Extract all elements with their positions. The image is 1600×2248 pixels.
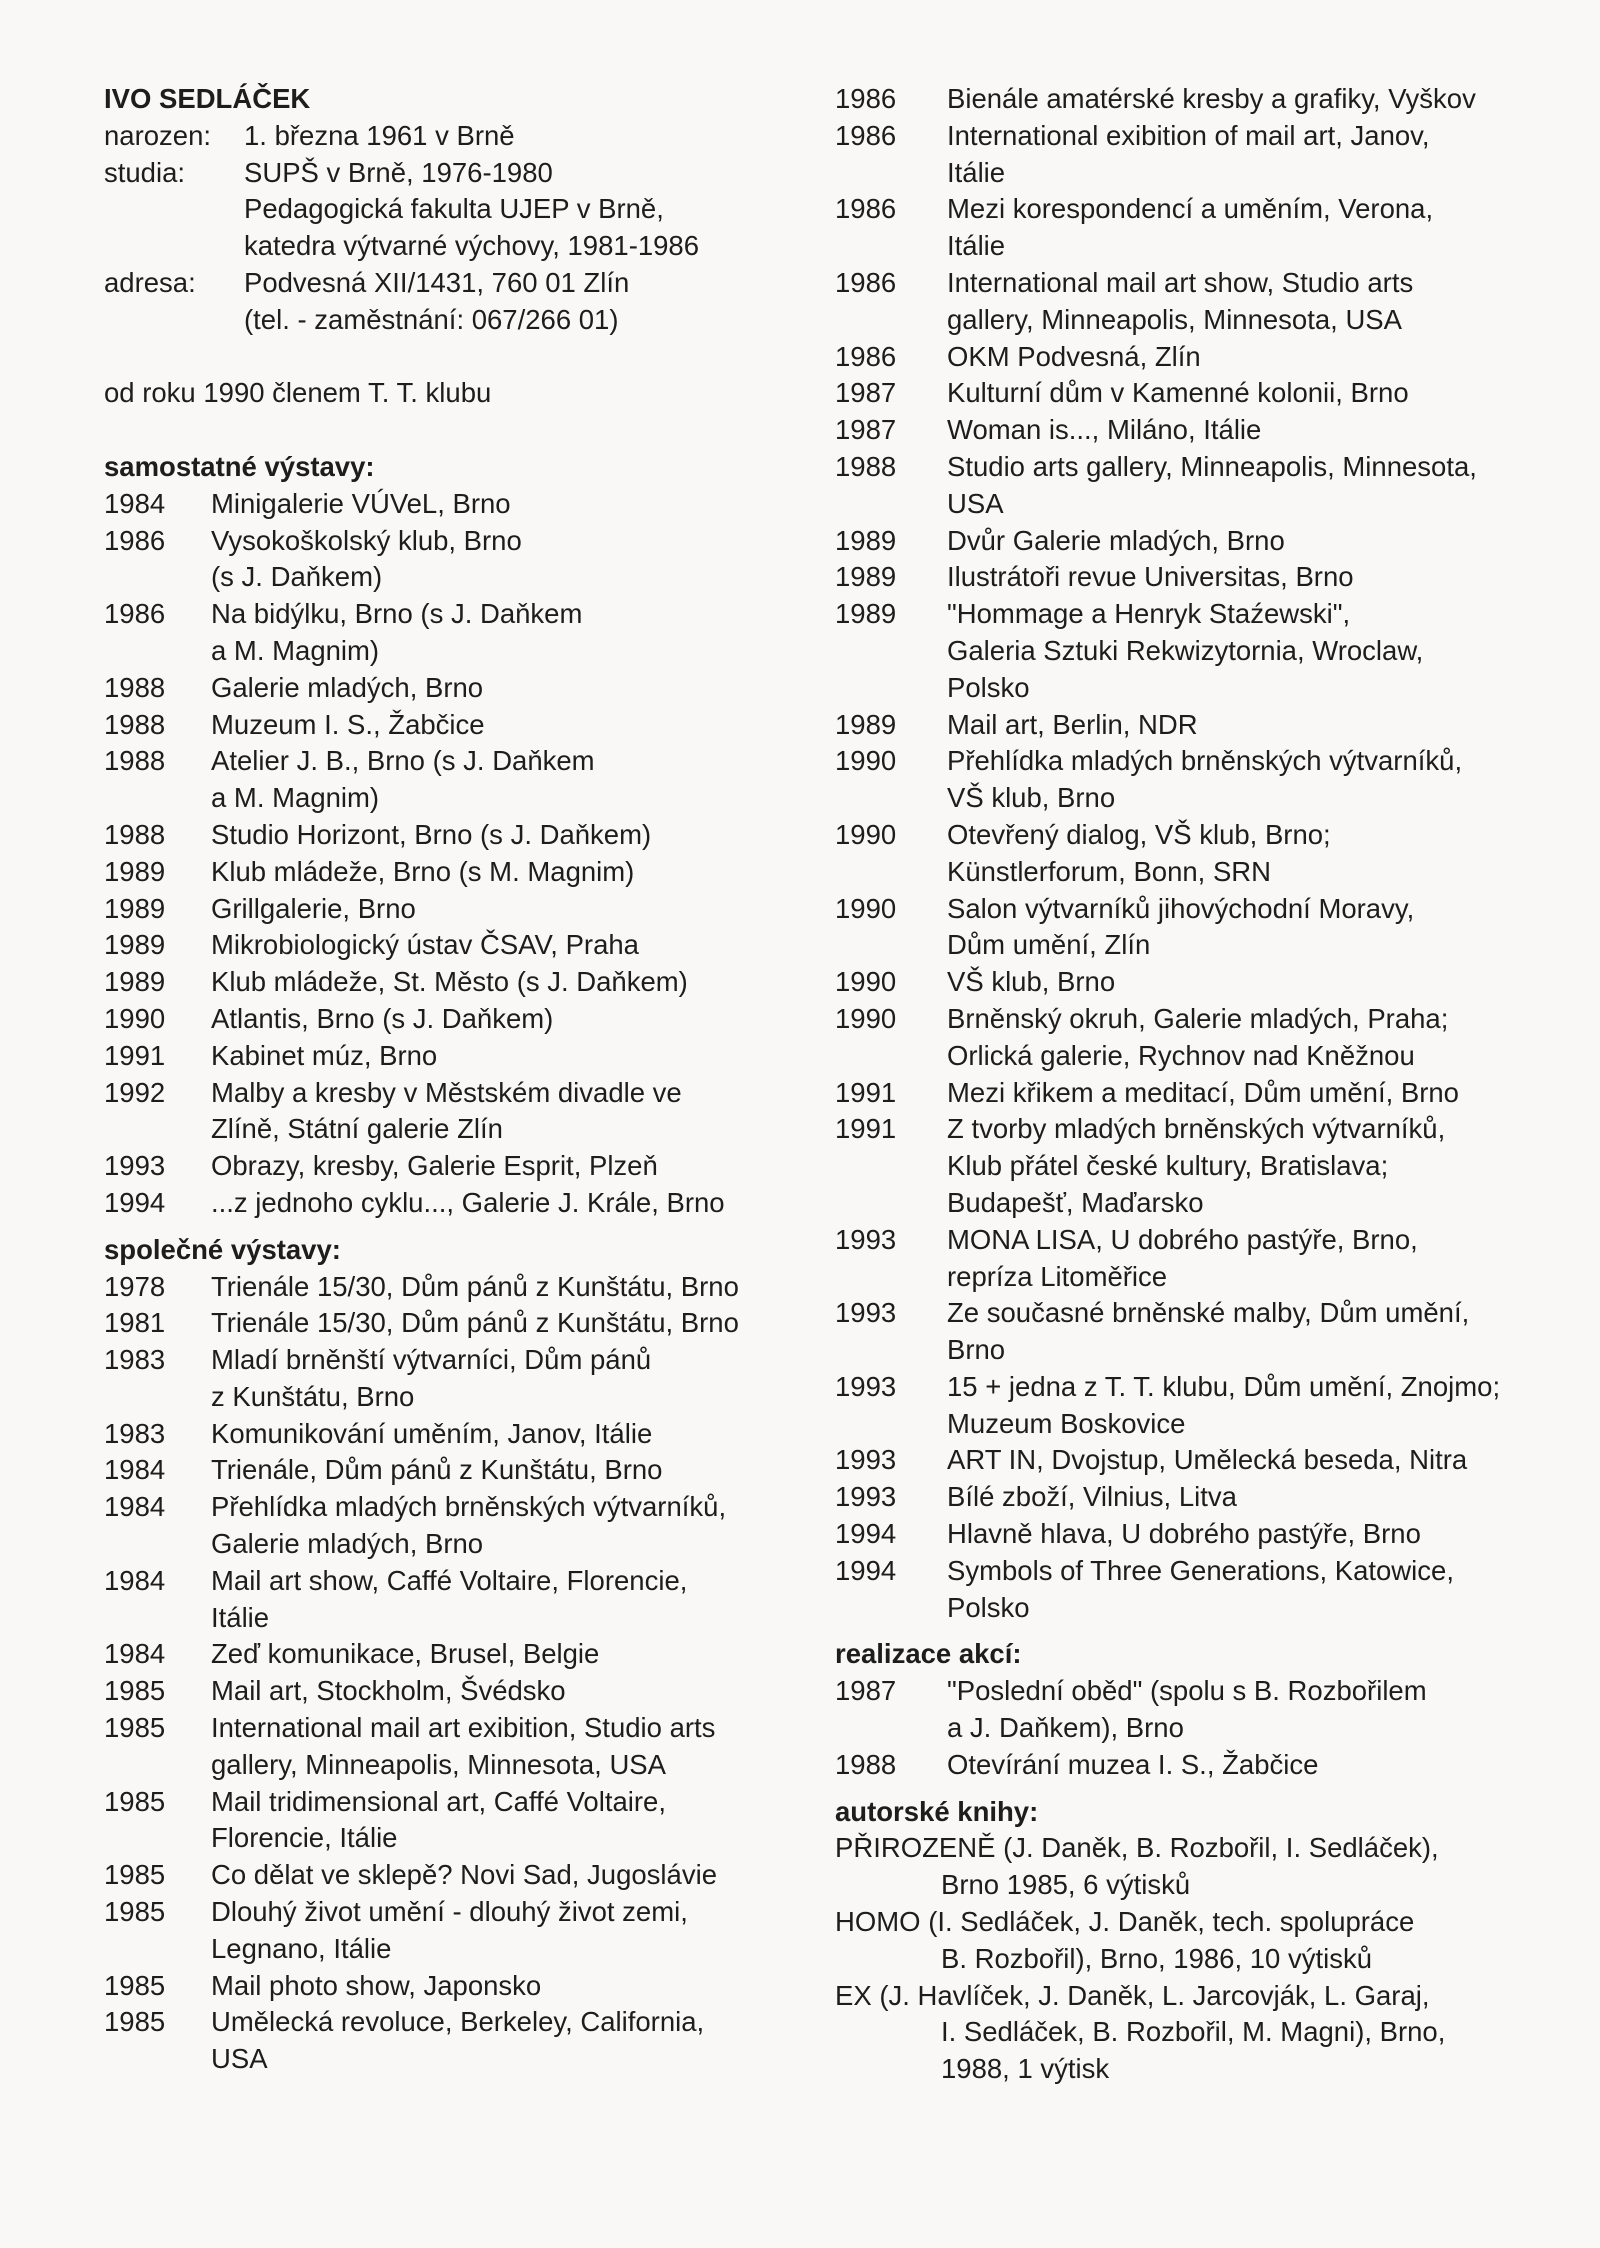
entry-text: 15 + jedna z T. T. klubu, Dům umění, Znojmo; Muzeum Boskovice bbox=[947, 1370, 1501, 1439]
entry-row bbox=[835, 1222, 1535, 1296]
entry-year: 1986 bbox=[835, 193, 897, 225]
entry-year: 1990 bbox=[835, 818, 897, 850]
entry-text: Mail art, Stockholm, Švédsko bbox=[211, 1675, 566, 1707]
entry-year: 1989 bbox=[835, 708, 897, 740]
entry-year: 1981 bbox=[104, 1307, 166, 1339]
entry-year: 1985 bbox=[104, 1675, 166, 1707]
entry-row bbox=[104, 1636, 834, 1673]
entry-row bbox=[835, 1001, 1535, 1075]
entry-row bbox=[104, 1489, 834, 1563]
entry-row bbox=[104, 2004, 834, 2078]
bio-row bbox=[104, 265, 834, 339]
entry-row bbox=[835, 1442, 1535, 1479]
entry-row bbox=[835, 1075, 1535, 1112]
book-entry: HOMO (I. Sedláček, J. Daněk, tech. spolupráce B. Rozbořil), Brno, 1986, 10 výtisků bbox=[835, 1906, 1415, 1974]
entry-row bbox=[835, 191, 1535, 265]
entry-row bbox=[104, 1452, 834, 1489]
entry-year: 1988 bbox=[104, 745, 166, 777]
entry-row bbox=[835, 412, 1535, 449]
entry-row bbox=[104, 523, 834, 597]
entry-year: 1985 bbox=[104, 1785, 166, 1817]
entry-text: Otevírání muzea I. S., Žabčice bbox=[947, 1748, 1319, 1780]
entry-text: Mail art, Berlin, NDR bbox=[947, 708, 1198, 740]
entry-row bbox=[835, 339, 1535, 376]
entry-row bbox=[104, 817, 834, 854]
entry-year: 1988 bbox=[104, 708, 166, 740]
entry-year: 1989 bbox=[835, 524, 897, 556]
bio-value: Podvesná XII/1431, 760 01 Zlín (tel. - zaměstnání: 067/266 01) bbox=[244, 266, 630, 335]
book-entry: EX (J. Havlíček, J. Daněk, L. Jarcovják, L. Garaj, I. Sedláček, B. Rozbořil, M. Magni), Brno, 1988, 1 výtisk bbox=[835, 1979, 1446, 2085]
group-heading: společné výstavy: bbox=[104, 1233, 341, 1265]
entry-text: Zeď komunikace, Brusel, Belgie bbox=[211, 1638, 600, 1670]
bio-row bbox=[104, 118, 834, 155]
entry-year: 1988 bbox=[835, 1748, 897, 1780]
entry-text: ART IN, Dvojstup, Umělecká beseda, Nitra bbox=[947, 1444, 1468, 1476]
entry-year: 1993 bbox=[835, 1481, 897, 1513]
entry-text: Hlavně hlava, U dobrého pastýře, Brno bbox=[947, 1518, 1421, 1550]
entry-year: 1993 bbox=[835, 1370, 897, 1402]
entry-year: 1992 bbox=[104, 1076, 166, 1108]
entry-year: 1989 bbox=[104, 966, 166, 998]
entry-text: Mladí brněnští výtvarníci, Dům pánů z Kunštátu, Brno bbox=[211, 1344, 652, 1412]
entry-text: Mail photo show, Japonsko bbox=[211, 1969, 542, 2001]
entry-year: 1991 bbox=[835, 1113, 897, 1145]
entry-row bbox=[104, 1673, 834, 1710]
entry-row bbox=[835, 1747, 1535, 1784]
entry-text: Bílé zboží, Vilnius, Litva bbox=[947, 1481, 1237, 1513]
entry-year: 1989 bbox=[104, 929, 166, 961]
entry-year: 1987 bbox=[835, 377, 897, 409]
entry-year: 1984 bbox=[104, 1454, 166, 1486]
entry-text: Vysokoškolský klub, Brno (s J. Daňkem) bbox=[211, 524, 522, 593]
entry-row bbox=[835, 817, 1535, 891]
entry-row bbox=[104, 486, 834, 523]
entry-text: Dvůr Galerie mladých, Brno bbox=[947, 524, 1285, 556]
entry-row bbox=[104, 596, 834, 670]
bio-row bbox=[104, 155, 834, 265]
entry-row bbox=[835, 891, 1535, 965]
entry-year: 1988 bbox=[104, 671, 166, 703]
entry-text: Mezi křikem a meditací, Dům umění, Brno bbox=[947, 1076, 1459, 1108]
entry-row bbox=[104, 1416, 834, 1453]
entry-row bbox=[104, 1038, 834, 1075]
entry-year: 1994 bbox=[835, 1518, 897, 1550]
entry-text: Trienále, Dům pánů z Kunštátu, Brno bbox=[211, 1454, 663, 1486]
entry-row bbox=[835, 265, 1535, 339]
entry-row bbox=[104, 891, 834, 928]
entry-text: Kulturní dům v Kamenné kolonii, Brno bbox=[947, 377, 1409, 409]
entry-row bbox=[104, 1305, 834, 1342]
entry-year: 1985 bbox=[104, 1859, 166, 1891]
entry-row bbox=[835, 449, 1535, 523]
entry-row bbox=[835, 523, 1535, 560]
entry-text: Obrazy, kresby, Galerie Esprit, Plzeň bbox=[211, 1150, 658, 1182]
entry-text: Malby a kresby v Městském divadle ve Zlíně, Státní galerie Zlín bbox=[211, 1076, 682, 1145]
entry-row bbox=[104, 707, 834, 744]
entry-text: Mail tridimensional art, Caffé Voltaire, Florencie, Itálie bbox=[211, 1785, 666, 1854]
entry-year: 1990 bbox=[835, 966, 897, 998]
bio-label: studia: bbox=[104, 156, 186, 188]
bio-value: 1. března 1961 v Brně bbox=[244, 119, 515, 151]
entry-text: "Poslední oběd" (spolu s B. Rozbořilem a J. Daňkem), Brno bbox=[947, 1675, 1427, 1744]
entry-year: 1991 bbox=[835, 1076, 897, 1108]
entry-year: 1983 bbox=[104, 1417, 166, 1449]
entry-text: "Hommage a Henryk Staźewski", Galeria Sztuki Rekwizytornia, Wroclaw, Polsko bbox=[947, 598, 1424, 703]
entry-row bbox=[104, 1148, 834, 1185]
entry-text: Co dělat ve sklepě? Novi Sad, Jugoslávie bbox=[211, 1859, 717, 1891]
entry-row bbox=[104, 964, 834, 1001]
bio-label: adresa: bbox=[104, 266, 196, 298]
entry-year: 1989 bbox=[104, 855, 166, 887]
entry-text: Atlantis, Brno (s J. Daňkem) bbox=[211, 1002, 554, 1034]
entry-year: 1989 bbox=[104, 892, 166, 924]
entry-row bbox=[104, 1075, 834, 1149]
entry-year: 1988 bbox=[835, 450, 897, 482]
entry-text: Muzeum I. S., Žabčice bbox=[211, 708, 485, 740]
entry-year: 1987 bbox=[835, 1675, 897, 1707]
book-entry: PŘIROZENĚ (J. Daněk, B. Rozbořil, I. Sedláček), Brno 1985, 6 výtisků bbox=[835, 1832, 1439, 1901]
entry-row bbox=[104, 927, 834, 964]
entry-year: 1993 bbox=[835, 1297, 897, 1329]
entry-row bbox=[104, 1968, 834, 2005]
entry-row bbox=[104, 1710, 834, 1784]
entry-year: 1986 bbox=[835, 119, 897, 151]
entry-row bbox=[104, 1894, 834, 1968]
books-list bbox=[835, 1830, 1535, 2088]
entry-year: 1985 bbox=[104, 1712, 166, 1744]
right-column bbox=[835, 81, 1535, 2088]
entry-text: Ze současné brněnské malby, Dům umění, Brno bbox=[947, 1297, 1470, 1366]
entry-text: OKM Podvesná, Zlín bbox=[947, 340, 1201, 372]
entry-text: Mezi korespondencí a uměním, Verona, Itálie bbox=[947, 193, 1434, 262]
entry-text: Umělecká revoluce, Berkeley, California, USA bbox=[211, 2006, 705, 2075]
entry-text: Grillgalerie, Brno bbox=[211, 892, 416, 924]
entry-row bbox=[104, 1857, 834, 1894]
entry-row bbox=[835, 1516, 1535, 1553]
entry-year: 1985 bbox=[104, 1969, 166, 2001]
entry-text: Klub mládeže, St. Město (s J. Daňkem) bbox=[211, 966, 688, 998]
entry-year: 1984 bbox=[104, 487, 166, 519]
entry-row bbox=[104, 670, 834, 707]
group-exhibition-list-continued bbox=[835, 81, 1535, 1626]
entry-year: 1994 bbox=[104, 1186, 166, 1218]
entry-year: 1985 bbox=[104, 2006, 166, 2038]
entry-year: 1993 bbox=[835, 1444, 897, 1476]
entry-year: 1984 bbox=[104, 1491, 166, 1523]
entry-text: Salon výtvarníků jihovýchodní Moravy, Dům umění, Zlín bbox=[947, 892, 1415, 961]
entry-text: International exibition of mail art, Janov, Itálie bbox=[947, 119, 1430, 188]
entry-text: Z tvorby mladých brněnských výtvarníků, Klub přátel české kultury, Bratislava; Budapešť, Maďarsko bbox=[947, 1113, 1446, 1218]
entry-row bbox=[104, 1784, 834, 1858]
entry-text: Na bidýlku, Brno (s J. Daňkem a M. Magnim) bbox=[211, 598, 583, 666]
entry-year: 1984 bbox=[104, 1564, 166, 1596]
entry-year: 1990 bbox=[835, 745, 897, 777]
entry-year: 1978 bbox=[104, 1270, 166, 1302]
entry-row bbox=[835, 964, 1535, 1001]
entry-year: 1990 bbox=[835, 892, 897, 924]
entry-year: 1989 bbox=[835, 598, 897, 630]
entry-year: 1993 bbox=[104, 1150, 166, 1182]
entry-text: ...z jednoho cyklu..., Galerie J. Krále, Brno bbox=[211, 1186, 725, 1218]
entry-row bbox=[835, 81, 1535, 118]
entry-text: Kabinet múz, Brno bbox=[211, 1039, 438, 1071]
entry-year: 1983 bbox=[104, 1344, 166, 1376]
entry-row bbox=[835, 743, 1535, 817]
entry-year: 1990 bbox=[104, 1002, 166, 1034]
actions-heading: realizace akcí: bbox=[835, 1638, 1022, 1670]
entry-row bbox=[104, 1001, 834, 1038]
entry-year: 1985 bbox=[104, 1896, 166, 1928]
entry-year: 1986 bbox=[835, 266, 897, 298]
actions-list bbox=[835, 1673, 1535, 1783]
membership-note: od roku 1990 členem T. T. klubu bbox=[104, 377, 492, 409]
entry-text: Atelier J. B., Brno (s J. Daňkem a M. Magnim) bbox=[211, 745, 595, 814]
entry-year: 1994 bbox=[835, 1554, 897, 1586]
entry-year: 1989 bbox=[835, 561, 897, 593]
bio-block bbox=[104, 118, 834, 339]
entry-text: Woman is..., Miláno, Itálie bbox=[947, 414, 1262, 446]
entry-row bbox=[835, 707, 1535, 744]
entry-year: 1986 bbox=[835, 340, 897, 372]
entry-text: MONA LISA, U dobrého pastýře, Brno, repríza Litoměřice bbox=[947, 1223, 1418, 1292]
entry-year: 1990 bbox=[835, 1002, 897, 1034]
bio-value: SUPŠ v Brně, 1976-1980 Pedagogická fakulta UJEP v Brně, katedra výtvarné výchovy, 1981-1986 bbox=[244, 156, 700, 262]
entry-row bbox=[835, 1479, 1535, 1516]
entry-text: Minigalerie VÚVeL, Brno bbox=[211, 487, 511, 519]
solo-exhibition-list bbox=[104, 486, 834, 1222]
entry-text: Studio arts gallery, Minneapolis, Minnesota, USA bbox=[947, 450, 1477, 519]
entry-year: 1988 bbox=[104, 818, 166, 850]
entry-text: Bienále amatérské kresby a grafiky, Vyškov bbox=[947, 83, 1476, 114]
entry-year: 1986 bbox=[835, 83, 897, 114]
entry-row bbox=[104, 854, 834, 891]
solo-heading: samostatné výstavy: bbox=[104, 450, 375, 482]
artist-name: IVO SEDLÁČEK bbox=[104, 83, 311, 114]
entry-year: 1987 bbox=[835, 414, 897, 446]
entry-text: Brněnský okruh, Galerie mladých, Praha; Orlická galerie, Rychnov nad Kněžnou bbox=[947, 1002, 1449, 1071]
entry-year: 1991 bbox=[104, 1039, 166, 1071]
entry-row bbox=[835, 375, 1535, 412]
group-exhibition-list bbox=[104, 1269, 834, 2079]
entry-row bbox=[835, 1369, 1535, 1443]
entry-text: Komunikování uměním, Janov, Itálie bbox=[211, 1417, 653, 1449]
bio-label: narozen: bbox=[104, 119, 212, 151]
entry-year: 1984 bbox=[104, 1638, 166, 1670]
entry-year: 1986 bbox=[104, 598, 166, 630]
entry-text: Přehlídka mladých brněnských výtvarníků, Galerie mladých, Brno bbox=[211, 1491, 727, 1560]
entry-row bbox=[835, 1673, 1535, 1747]
entry-text: International mail art show, Studio arts gallery, Minneapolis, Minnesota, USA bbox=[947, 266, 1414, 335]
entry-row bbox=[104, 1269, 834, 1306]
entry-year: 1986 bbox=[104, 524, 166, 556]
entry-text: Otevřený dialog, VŠ klub, Brno; Künstlerforum, Bonn, SRN bbox=[947, 818, 1331, 887]
entry-row bbox=[835, 1295, 1535, 1369]
entry-text: Trienále 15/30, Dům pánů z Kunštátu, Brno bbox=[211, 1307, 739, 1339]
entry-row bbox=[104, 1185, 834, 1222]
entry-text: International mail art exibition, Studio arts gallery, Minneapolis, Minnesota, USA bbox=[211, 1712, 716, 1780]
entry-text: Mail art show, Caffé Voltaire, Florencie, Itálie bbox=[211, 1564, 688, 1633]
entry-text: Dlouhý život umění - dlouhý život zemi, Legnano, Itálie bbox=[211, 1896, 688, 1964]
entry-row bbox=[104, 1342, 834, 1416]
entry-row bbox=[835, 118, 1535, 192]
entry-text: Přehlídka mladých brněnských výtvarníků, VŠ klub, Brno bbox=[947, 745, 1463, 814]
entry-text: Trienále 15/30, Dům pánů z Kunštátu, Brno bbox=[211, 1270, 739, 1302]
entry-row bbox=[835, 559, 1535, 596]
entry-row bbox=[835, 596, 1535, 706]
entry-row bbox=[835, 1553, 1535, 1627]
entry-row bbox=[104, 743, 834, 817]
entry-text: Galerie mladých, Brno bbox=[211, 671, 484, 703]
entry-text: Ilustrátoři revue Universitas, Brno bbox=[947, 561, 1354, 593]
entry-text: VŠ klub, Brno bbox=[947, 966, 1116, 998]
entry-text: Mikrobiologický ústav ČSAV, Praha bbox=[211, 929, 639, 961]
entry-text: Klub mládeže, Brno (s M. Magnim) bbox=[211, 855, 635, 887]
books-heading: autorské knihy: bbox=[835, 1795, 1039, 1827]
entry-row bbox=[104, 1563, 834, 1637]
entry-year: 1993 bbox=[835, 1223, 897, 1255]
entry-text: Symbols of Three Generations, Katowice, Polsko bbox=[947, 1554, 1454, 1623]
entry-text: Studio Horizont, Brno (s J. Daňkem) bbox=[211, 818, 652, 850]
entry-row bbox=[835, 1111, 1535, 1221]
left-column bbox=[104, 81, 834, 2078]
